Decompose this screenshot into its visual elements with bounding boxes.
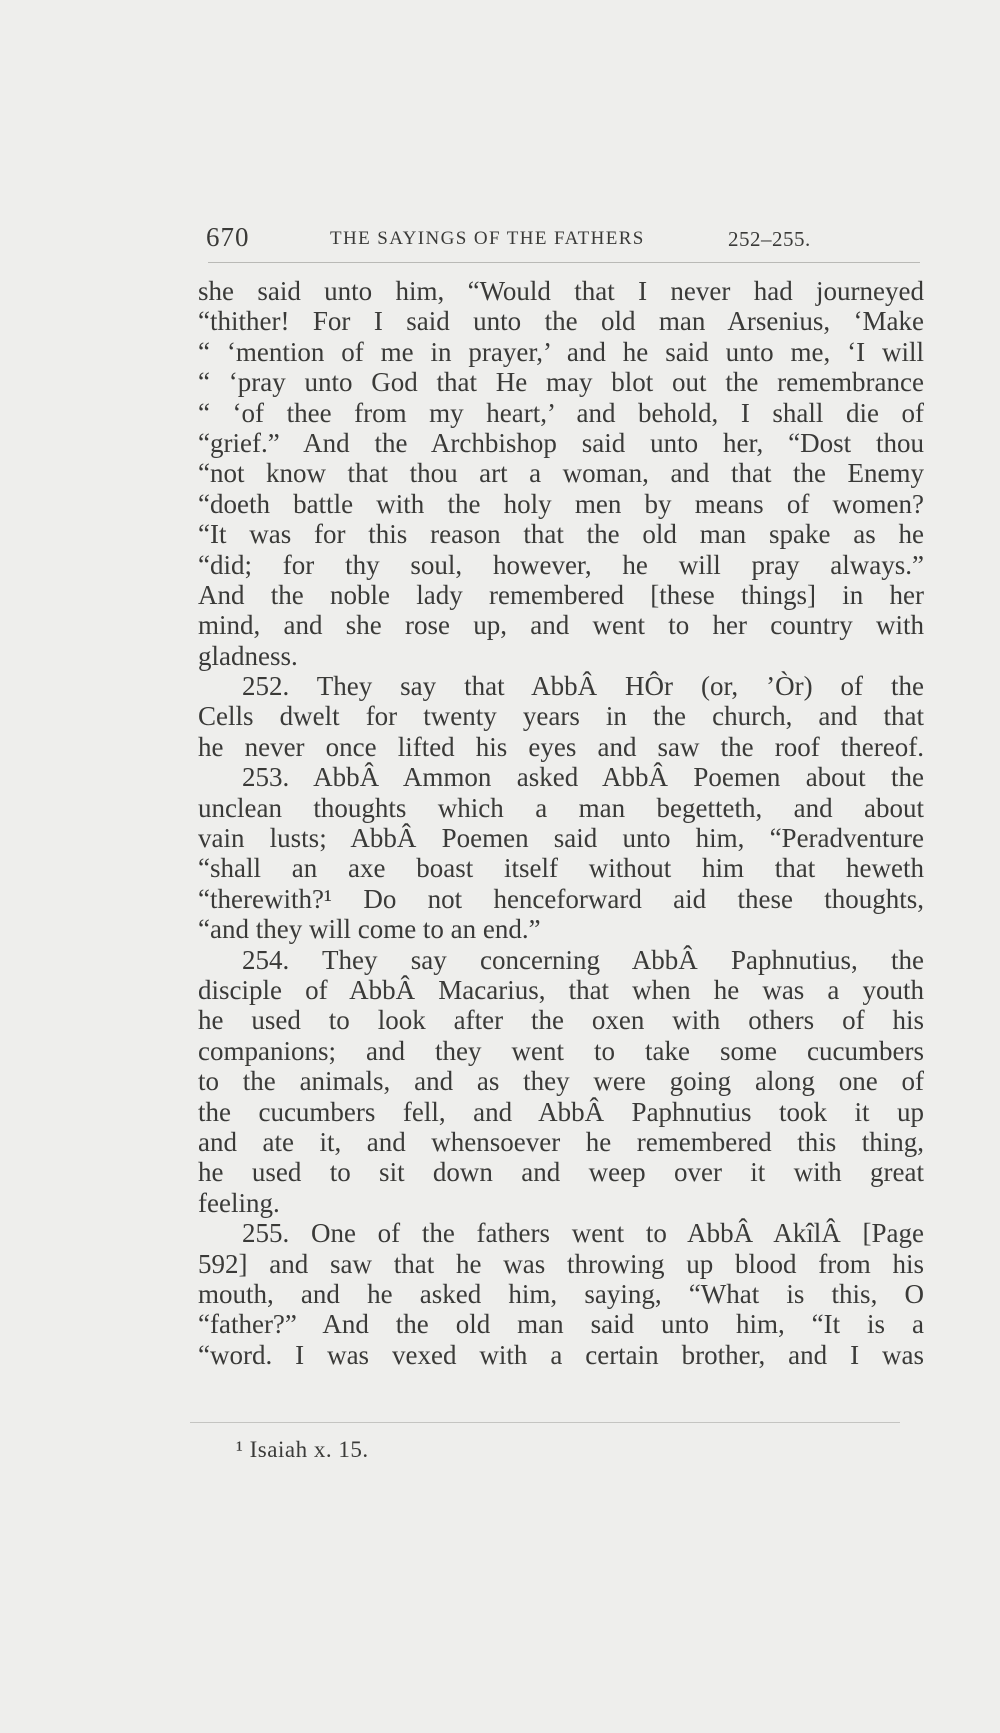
body-line: “word. I was vexed with a certain brother, and I was [198,1339,924,1370]
footnote: ¹ Isaiah x. 15. [236,1437,369,1462]
body-text [198,276,924,1370]
saying-252-start: 252. They say that AbbÂ HÔr (or, ’Òr) of the [242,671,924,702]
page-header [206,222,920,262]
body-line: “therewith?¹ Do not henceforward aid these thoughts, [198,883,924,914]
body-line: “ ‘pray unto God that He may blot out the remembrance [198,367,924,398]
body-line: and ate it, and whensoever he remembered this thing, [198,1126,924,1157]
body-line: disciple of AbbÂ Macarius, that when he was a youth [198,974,924,1005]
body-line: “grief.” And the Archbishop said unto her, “Dost thou [198,427,924,458]
body-line: mouth, and he asked him, saying, “What is this, O [198,1278,924,1309]
header-rule [208,262,920,263]
body-line: the cucumbers fell, and AbbÂ Paphnutius took it up [198,1096,924,1127]
body-line: “father?” And the old man said unto him, “It is a [198,1309,924,1340]
body-line: vain lusts; AbbÂ Poemen said unto him, “Peradventure [198,823,924,854]
body-line: he never once lifted his eyes and saw the roof thereof. [198,731,924,762]
saying-253-start: 253. AbbÂ Ammon asked AbbÂ Poemen about the [242,762,924,793]
saying-255-start: 255. One of the fathers went to AbbÂ AkîlÂ [Page [242,1218,924,1249]
body-line: “thither! For I said unto the old man Arsenius, ‘Make [198,306,924,337]
body-line: 592] and saw that he was throwing up blood from his [198,1248,924,1279]
body-line: “not know that thou art a woman, and that the Enemy [198,458,924,489]
footnote-rule [190,1422,900,1423]
body-line: mind, and she rose up, and went to her country with [198,610,924,641]
saying-range: 252–255. [728,227,811,251]
body-line: she said unto him, “Would that I never had journeyed [198,276,924,306]
body-line: “ ‘of thee from my heart,’ and behold, I shall die of [198,397,924,428]
page-number: 670 [206,222,250,252]
saying-254-start: 254. They say concerning AbbÂ Paphnutius, the [242,944,924,975]
body-line: And the noble lady remembered [these things] in her [198,579,924,610]
body-line: “and they will come to an end.” [198,914,541,945]
body-line: “shall an axe boast itself without him that heweth [198,853,924,884]
body-line: “It was for this reason that the old man spake as he [198,519,924,550]
body-line: “did; for thy soul, however, he will pray always.” [198,549,924,580]
body-line: Cells dwelt for twenty years in the church, and that [198,701,924,732]
body-line: he used to look after the oxen with others of his [198,1005,924,1036]
running-head: THE SAYINGS OF THE FATHERS [330,228,645,249]
body-line: gladness. [198,640,298,671]
body-line: he used to sit down and weep over it with great [198,1157,924,1188]
body-line: companions; and they went to take some cucumbers [198,1035,924,1066]
body-line: “ ‘mention of me in prayer,’ and he said unto me, ‘I will [198,336,924,367]
body-line: to the animals, and as they were going along one of [198,1066,924,1097]
body-line: feeling. [198,1187,280,1218]
body-line: “doeth battle with the holy men by means of women? [198,488,924,519]
body-line: unclean thoughts which a man begetteth, and about [198,792,924,823]
